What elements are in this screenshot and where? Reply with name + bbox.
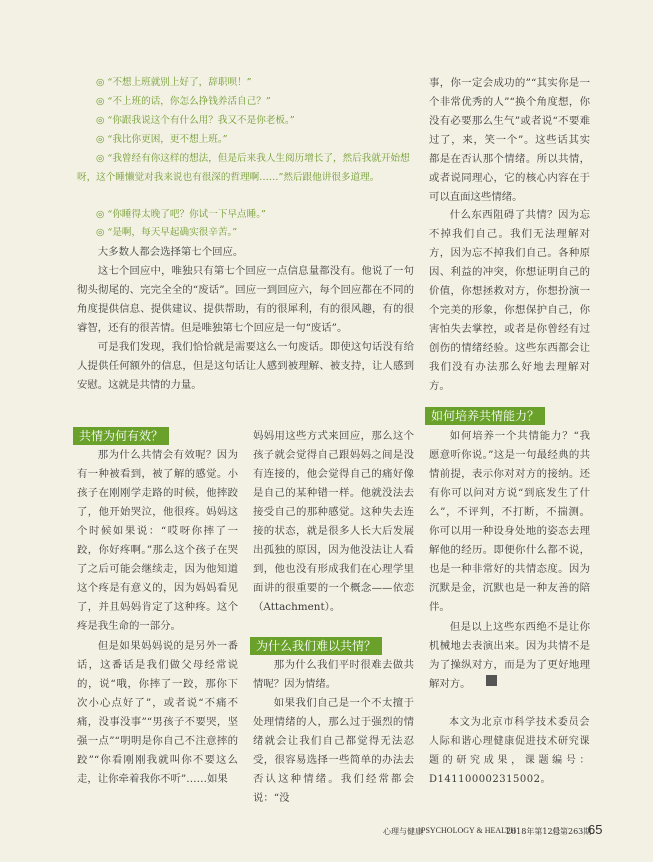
end-mark-icon xyxy=(486,675,497,686)
footer-total-issue: 总第263期 xyxy=(552,827,592,836)
project-note: 本文为北京市科学技术委员会人际和谐心理健康促进技术研究课题的研究成果，课题编号：D141100002315002。 xyxy=(429,717,590,785)
body-paragraph: 事，你一定会成功的”“其实你是一个非常优秀的人”“换个角度想，你没有必要那么生气”或者说“不要难过了，来，笑一个”。这些话其实都是在否认那个情绪。所以共情，或者说同理心，它的核心内容在于可以直面这些情绪。 xyxy=(429,77,590,203)
body-paragraph: 如何培养一个共情能力？“我愿意听你说。”这是一句最经典的共情前提，表示你对对方的接纳。还有你可以问对方说“到底发生了什么”，不评判，不打断，不揣测。你可以用一种设身处地的姿态去理解他的经历。即便你什么都不说，也是一种非常好的共情态度。因为沉默是金，沉默也是一种友善的陪伴。 xyxy=(429,430,590,613)
footer-issue: 2018年第12号 xyxy=(506,827,561,836)
body-paragraph: 什么东西阻碍了共情？因为忘不掉我们自己。我们无法理解对方，因为忘不掉我们自己。各种原因、利益的冲突，你想证明自己的价值，你想拯救对方，你想扮演一个完美的形象，你想保护自己，你害怕失去掌控，或者是你曾经有过创伤的情绪经验。这些东西都会让我们没有办法那么好地去理解对方。 xyxy=(429,209,590,392)
quote-3: ◎ “你跟我说这个有什么用？我又不是你老板。” xyxy=(96,115,295,126)
quote-7: ◎ “是啊，每天早起确实很辛苦。” xyxy=(96,227,238,238)
quote-2: ◎ “不上班的话，你怎么挣钱养活自己？” xyxy=(96,96,271,107)
body-paragraph: 但是如果妈妈说的是另外一番话，这番话是我们做父母经常说的，说“哦，你摔了一跤，那你下次小心点好了”，或者说“不痛不痛，没事没事”“男孩子不要哭，坚强一点”“明明是你自己不注意摔的跤”“你看刚刚我就叫你不要这么走，让你牵着我你不听”……如果 xyxy=(77,640,238,785)
body-paragraph: 但是以上这些东西绝不是让你机械地去表演出来。因为共情不是为了操纵对方，而是为了更好地理解对方。 xyxy=(429,621,590,690)
body-paragraph: 如果我们自己是一个不太擅于处理情绪的人，那么过于强烈的情绪就会让我们自己都觉得无法忍受，很容易选择一些简单的办法去否认这种情绪。我们经常都会说：“没 xyxy=(253,697,414,804)
body-paragraph: 妈妈用这些方式来回应，那么这个孩子就会觉得自己跟妈妈之间是没有连接的，他会觉得自己的痛好像是自己的某种错一样。他就没法去接受自己的那种感觉。这种失去连接的状态，就是很多人长大后发展出孤独的原因，因为他没法让人看到，他也没有形成我们在心理学里面讲的很重要的一个概念——依恋（Attachment）。 xyxy=(253,430,414,613)
section-heading-why-empathy-works: 共情为何有效？ xyxy=(73,427,169,445)
quote-5: ◎ “我曾经有你这样的想法，但是后来我人生阅历增长了，然后我就开始想呀，这个睡懒觉对我来说也有很深的哲理啊……”然后跟他讲很多道理。 xyxy=(77,153,410,183)
section-heading-how-to-cultivate: 如何培养共情能力？ xyxy=(425,407,545,425)
page-number: 65 xyxy=(588,822,603,837)
quote-4: ◎ “我比你更困，更不想上班。” xyxy=(96,134,228,145)
body-paragraph: 可是我们发现，我们恰恰就是需要这么一句废话。即使这句话没有给人提供任何额外的信息，但是这句话让人感到被理解、被支持，让人感到安慰。这就是共情的力量。 xyxy=(77,341,414,391)
body-paragraph: 那为什么我们平时很难去做共情呢？因为情绪。 xyxy=(253,659,414,690)
section-heading-why-hard-to-empathize: 为什么我们难以共情？ xyxy=(250,637,382,655)
quote-1: ◎ “不想上班就别上好了，辞职呗！” xyxy=(96,77,252,88)
body-paragraph: 那为什么共情会有效呢？因为有一种被看到，被了解的感觉。小孩子在刚刚学走路的时候，他摔跤了，他开始哭泣，他很疼。妈妈这个时候如果说：“哎呀你摔了一跤，你好疼啊。”那么这个孩子在哭了之后可能会继续走，因为他知道这个疼是有意义的，因为妈妈看见了，并且妈妈肯定了这种疼。这个疼是我生命的一部分。 xyxy=(77,449,238,632)
body-paragraph: 大多数人都会选择第七个回应。 xyxy=(97,246,244,258)
quote-6: ◎ “你睡得太晚了吧？你试一下早点睡。” xyxy=(96,209,266,220)
body-paragraph: 这七个回应中，唯独只有第七个回应一点信息量都没有。他说了一句彻头彻尾的、完完全全的“废话”。回应一到回应六，每个回应都在不同的角度提供信息、提供建议、提供帮助，有的很犀利，有的很风趣，有的很睿智，还有的很苦情。但是唯独第七个回应是一句“废话”。 xyxy=(77,265,414,334)
footer-magazine-en: PSYCHOLOGY & HEALTH xyxy=(421,826,516,835)
footer-magazine: 心理与健康 xyxy=(383,827,423,836)
